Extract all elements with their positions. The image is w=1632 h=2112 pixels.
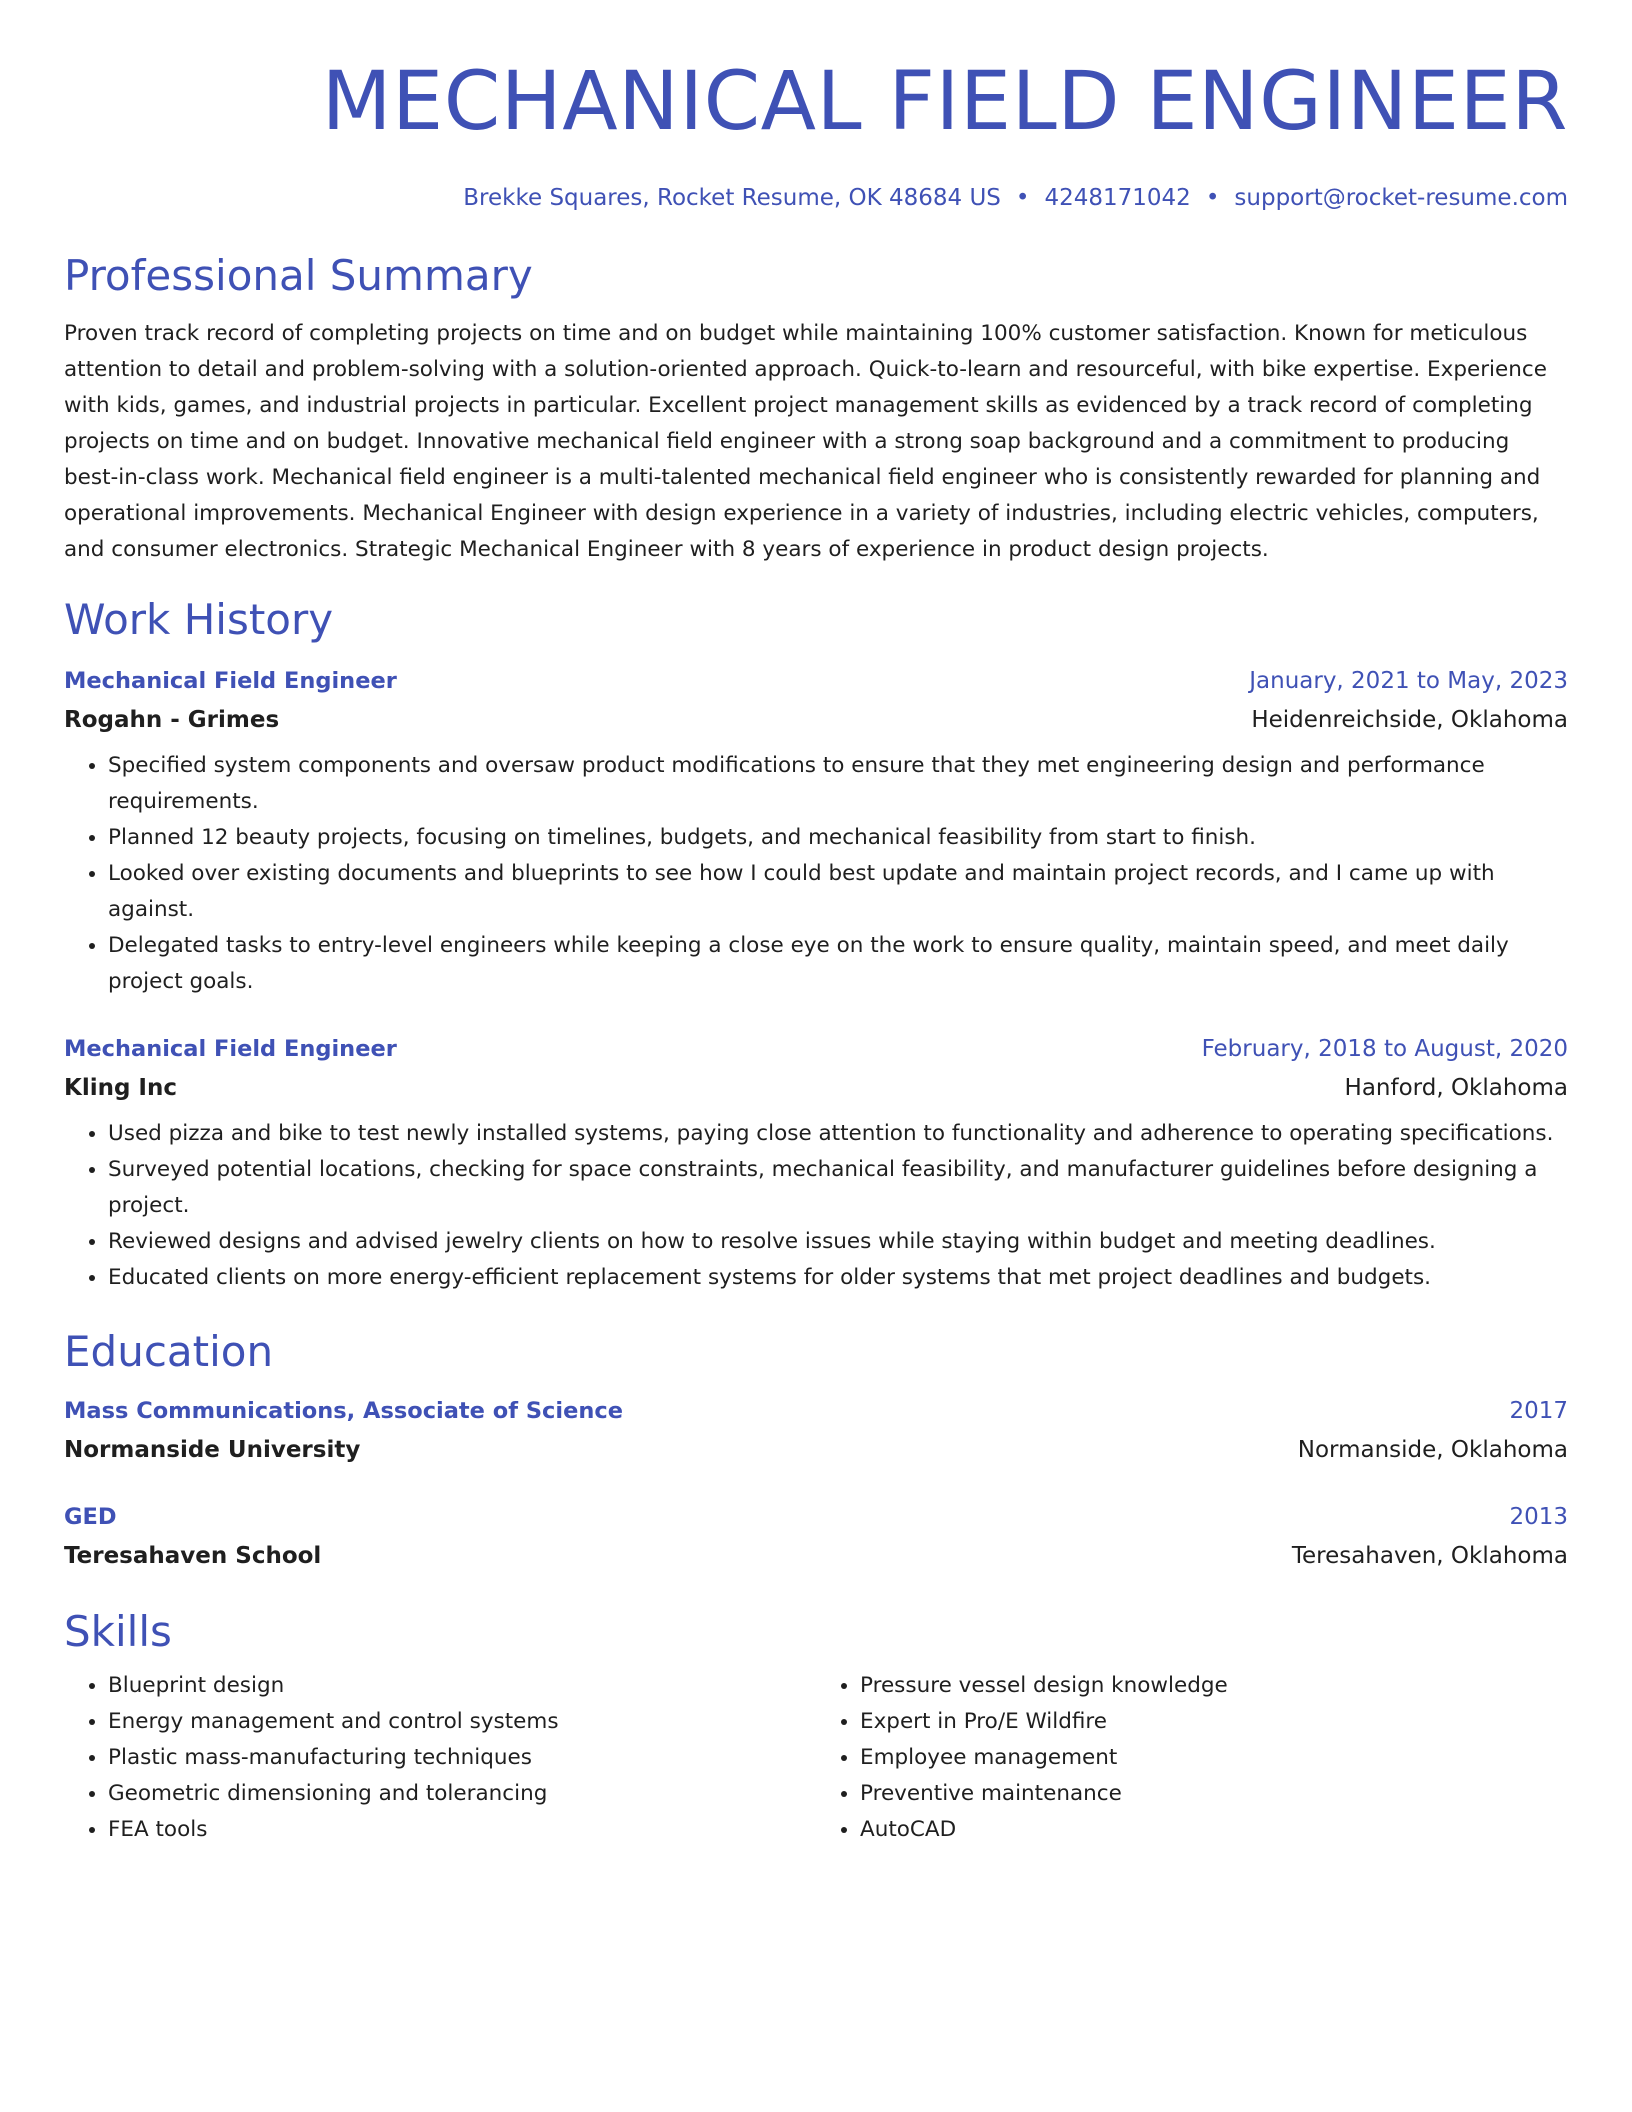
work-history-section <box>64 594 1568 1296</box>
section-title: Education <box>64 1327 274 1376</box>
skill-item: • Energy management and control systems <box>108 1704 816 1740</box>
resume-header <box>64 52 1568 214</box>
job-bullet: • Looked over existing documents and blueprints to see how I could best update and maintain project records, and I came up with against. <box>108 856 1568 928</box>
education-degree: Mass Communications, Associate of Science <box>64 1398 623 1424</box>
job-bullet: • Educated clients on more energy-efficient replacement systems for older systems that met project deadlines and budgets. <box>108 1260 1568 1296</box>
contact-email: support@rocket-resume.com <box>1234 185 1568 211</box>
skill-item: • Geometric dimensioning and tolerancing <box>108 1776 816 1812</box>
skill-item: • Pressure vessel design knowledge <box>860 1668 1568 1704</box>
education-school: Normanside University <box>64 1437 361 1463</box>
education-location: Normanside, Oklahoma <box>1297 1437 1568 1463</box>
skill-item: • Expert in Pro/E Wildfire <box>860 1704 1568 1740</box>
job-bullet: • Specified system components and oversaw product modifications to ensure that they met engineering design and performance requirements. <box>108 748 1568 820</box>
job-company-row <box>64 1068 1568 1108</box>
contact-line <box>64 182 1568 214</box>
job-location: Heidenreichside, Oklahoma <box>1251 707 1568 733</box>
skill-item: • Blueprint design <box>108 1668 816 1704</box>
job-header-row <box>64 662 1568 700</box>
job-dates: February, 2018 to August, 2020 <box>1201 1036 1568 1062</box>
job-bullets <box>64 1116 1568 1296</box>
contact-phone: 4248171042 <box>1044 185 1191 211</box>
section-title: Professional Summary <box>64 251 533 300</box>
education-section <box>64 1326 1568 1576</box>
skill-item: • Plastic mass-manufacturing techniques <box>108 1740 816 1776</box>
job-bullet: • Planned 12 beauty projects, focusing on timelines, budgets, and mechanical feasibility from start to finish. <box>108 820 1568 856</box>
skills-section <box>64 1606 1568 1848</box>
skill-item: • FEA tools <box>108 1812 816 1848</box>
education-degree-row <box>64 1498 1568 1536</box>
contact-separator: • <box>1015 185 1030 211</box>
education-entry <box>64 1498 1568 1576</box>
job-bullet: • Reviewed designs and advised jewelry clients on how to resolve issues while staying within budget and meeting deadlines. <box>108 1224 1568 1260</box>
job-bullet: • Used pizza and bike to test newly installed systems, paying close attention to functionality and adherence to operating specifications. <box>108 1116 1568 1152</box>
contact-address: Brekke Squares, Rocket Resume, OK 48684 US <box>463 185 1001 211</box>
job-location: Hanford, Oklahoma <box>1344 1075 1568 1101</box>
job-bullet: • Delegated tasks to entry-level engineers while keeping a close eye on the work to ensure quality, maintain speed, and meet daily project goals. <box>108 928 1568 1000</box>
professional-summary-section <box>64 250 1568 568</box>
education-year: 2017 <box>1509 1398 1568 1424</box>
job-bullets <box>64 748 1568 1000</box>
skills-grid <box>64 1668 1568 1848</box>
skill-item: • Employee management <box>860 1740 1568 1776</box>
job-role: Mechanical Field Engineer <box>64 668 397 694</box>
job-company-row <box>64 700 1568 740</box>
education-entry <box>64 1392 1568 1470</box>
skills-column-left <box>64 1668 816 1848</box>
education-degree-row <box>64 1392 1568 1430</box>
education-degree: GED <box>64 1504 117 1530</box>
job-company: Kling Inc <box>64 1075 178 1101</box>
skill-item: • Preventive maintenance <box>860 1776 1568 1812</box>
job-header-row <box>64 1030 1568 1068</box>
contact-separator: • <box>1205 185 1220 211</box>
skill-item: • AutoCAD <box>860 1812 1568 1848</box>
education-year: 2013 <box>1509 1504 1568 1530</box>
job-dates: January, 2021 to May, 2023 <box>1249 668 1568 694</box>
education-school: Teresahaven School <box>64 1543 322 1569</box>
job-entry <box>64 662 1568 1000</box>
job-entry <box>64 1030 1568 1296</box>
education-school-row <box>64 1430 1568 1470</box>
skills-column-right <box>816 1668 1568 1848</box>
summary-text: Proven track record of completing projects on time and on budget while maintaining 100% customer satisfaction. Known for meticulous attention to detail and problem-solving with a solution-oriented approach. Quick-to-learn and resourceful, with bike expertise. Experience with kids, games, and industrial projects in particular. Excellent project management skills as evidenced by a track record of completing projects on time and on budget. Innovative mechanical field engineer with a strong soap background and a commitment to producing best-in-class work. Mechanical field engineer is a multi-talented mechanical field engineer who is consistently rewarded for planning and operational improvements. Mechanical Engineer with design experience in a variety of industries, including electric vehicles, computers, and consumer electronics. Strategic Mechanical Engineer with 8 years of experience in product design projects. <box>64 321 1547 562</box>
section-title: Skills <box>64 1607 172 1656</box>
job-bullet: • Surveyed potential locations, checking for space constraints, mechanical feasibility, and manufacturer guidelines before designing a project. <box>108 1152 1568 1224</box>
job-role: Mechanical Field Engineer <box>64 1036 397 1062</box>
section-title: Work History <box>64 595 334 644</box>
education-location: Teresahaven, Oklahoma <box>1291 1543 1568 1569</box>
job-company: Rogahn - Grimes <box>64 707 280 733</box>
education-school-row <box>64 1536 1568 1576</box>
job-title-heading: MECHANICAL FIELD ENGINEER <box>321 55 1568 149</box>
